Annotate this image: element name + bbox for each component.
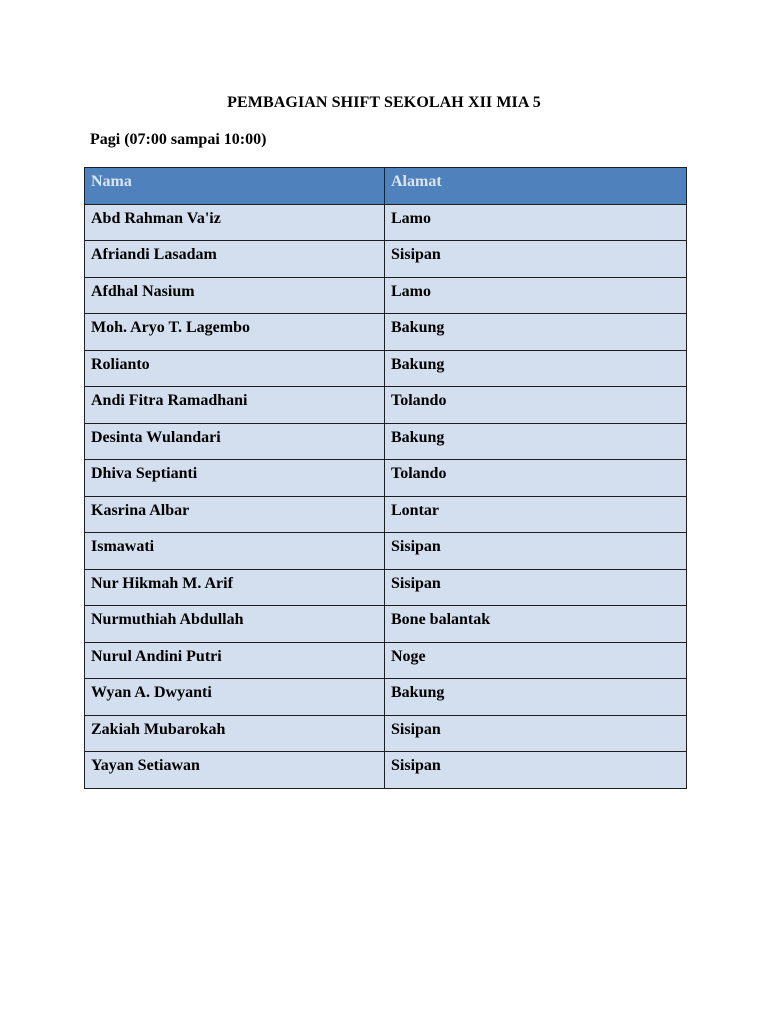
cell-nama: Dhiva Septianti bbox=[85, 460, 385, 497]
cell-alamat: Lontar bbox=[385, 496, 687, 533]
cell-nama: Zakiah Mubarokah bbox=[85, 715, 385, 752]
cell-nama: Moh. Aryo T. Lagembo bbox=[85, 314, 385, 351]
cell-nama: Rolianto bbox=[85, 350, 385, 387]
table-row bbox=[85, 533, 687, 570]
table-row bbox=[85, 204, 687, 241]
cell-alamat: Bakung bbox=[385, 679, 687, 716]
shift-roster-table bbox=[84, 167, 687, 789]
cell-alamat: Lamo bbox=[385, 277, 687, 314]
table-row bbox=[85, 606, 687, 643]
table-row bbox=[85, 569, 687, 606]
cell-alamat: Sisipan bbox=[385, 752, 687, 789]
cell-alamat: Noge bbox=[385, 642, 687, 679]
cell-nama: Andi Fitra Ramadhani bbox=[85, 387, 385, 424]
shift-label: Pagi (07:00 sampai 10:00) bbox=[90, 131, 267, 148]
cell-nama: Afriandi Lasadam bbox=[85, 241, 385, 278]
table-row bbox=[85, 423, 687, 460]
table-row bbox=[85, 715, 687, 752]
cell-nama: Desinta Wulandari bbox=[85, 423, 385, 460]
column-header-nama: Nama bbox=[85, 168, 385, 205]
column-header-alamat: Alamat bbox=[385, 168, 687, 205]
page-title: PEMBAGIAN SHIFT SEKOLAH XII MIA 5 bbox=[227, 94, 541, 111]
table-header-row bbox=[85, 168, 687, 205]
table-row bbox=[85, 642, 687, 679]
cell-nama: Nur Hikmah M. Arif bbox=[85, 569, 385, 606]
cell-alamat: Bakung bbox=[385, 314, 687, 351]
table-row bbox=[85, 314, 687, 351]
cell-alamat: Tolando bbox=[385, 387, 687, 424]
cell-nama: Nurul Andini Putri bbox=[85, 642, 385, 679]
cell-nama: Yayan Setiawan bbox=[85, 752, 385, 789]
cell-nama: Afdhal Nasium bbox=[85, 277, 385, 314]
cell-alamat: Lamo bbox=[385, 204, 687, 241]
cell-nama: Abd Rahman Va'iz bbox=[85, 204, 385, 241]
table-row bbox=[85, 241, 687, 278]
table-row bbox=[85, 752, 687, 789]
table-row bbox=[85, 460, 687, 497]
cell-alamat: Sisipan bbox=[385, 569, 687, 606]
table-row bbox=[85, 277, 687, 314]
cell-alamat: Tolando bbox=[385, 460, 687, 497]
cell-nama: Kasrina Albar bbox=[85, 496, 385, 533]
cell-nama: Wyan A. Dwyanti bbox=[85, 679, 385, 716]
cell-nama: Nurmuthiah Abdullah bbox=[85, 606, 385, 643]
cell-alamat: Sisipan bbox=[385, 533, 687, 570]
cell-alamat: Bakung bbox=[385, 350, 687, 387]
table-row bbox=[85, 350, 687, 387]
cell-alamat: Sisipan bbox=[385, 715, 687, 752]
cell-alamat: Bone balantak bbox=[385, 606, 687, 643]
cell-alamat: Sisipan bbox=[385, 241, 687, 278]
table-row bbox=[85, 496, 687, 533]
cell-alamat: Bakung bbox=[385, 423, 687, 460]
table-row bbox=[85, 679, 687, 716]
table-row bbox=[85, 387, 687, 424]
cell-nama: Ismawati bbox=[85, 533, 385, 570]
